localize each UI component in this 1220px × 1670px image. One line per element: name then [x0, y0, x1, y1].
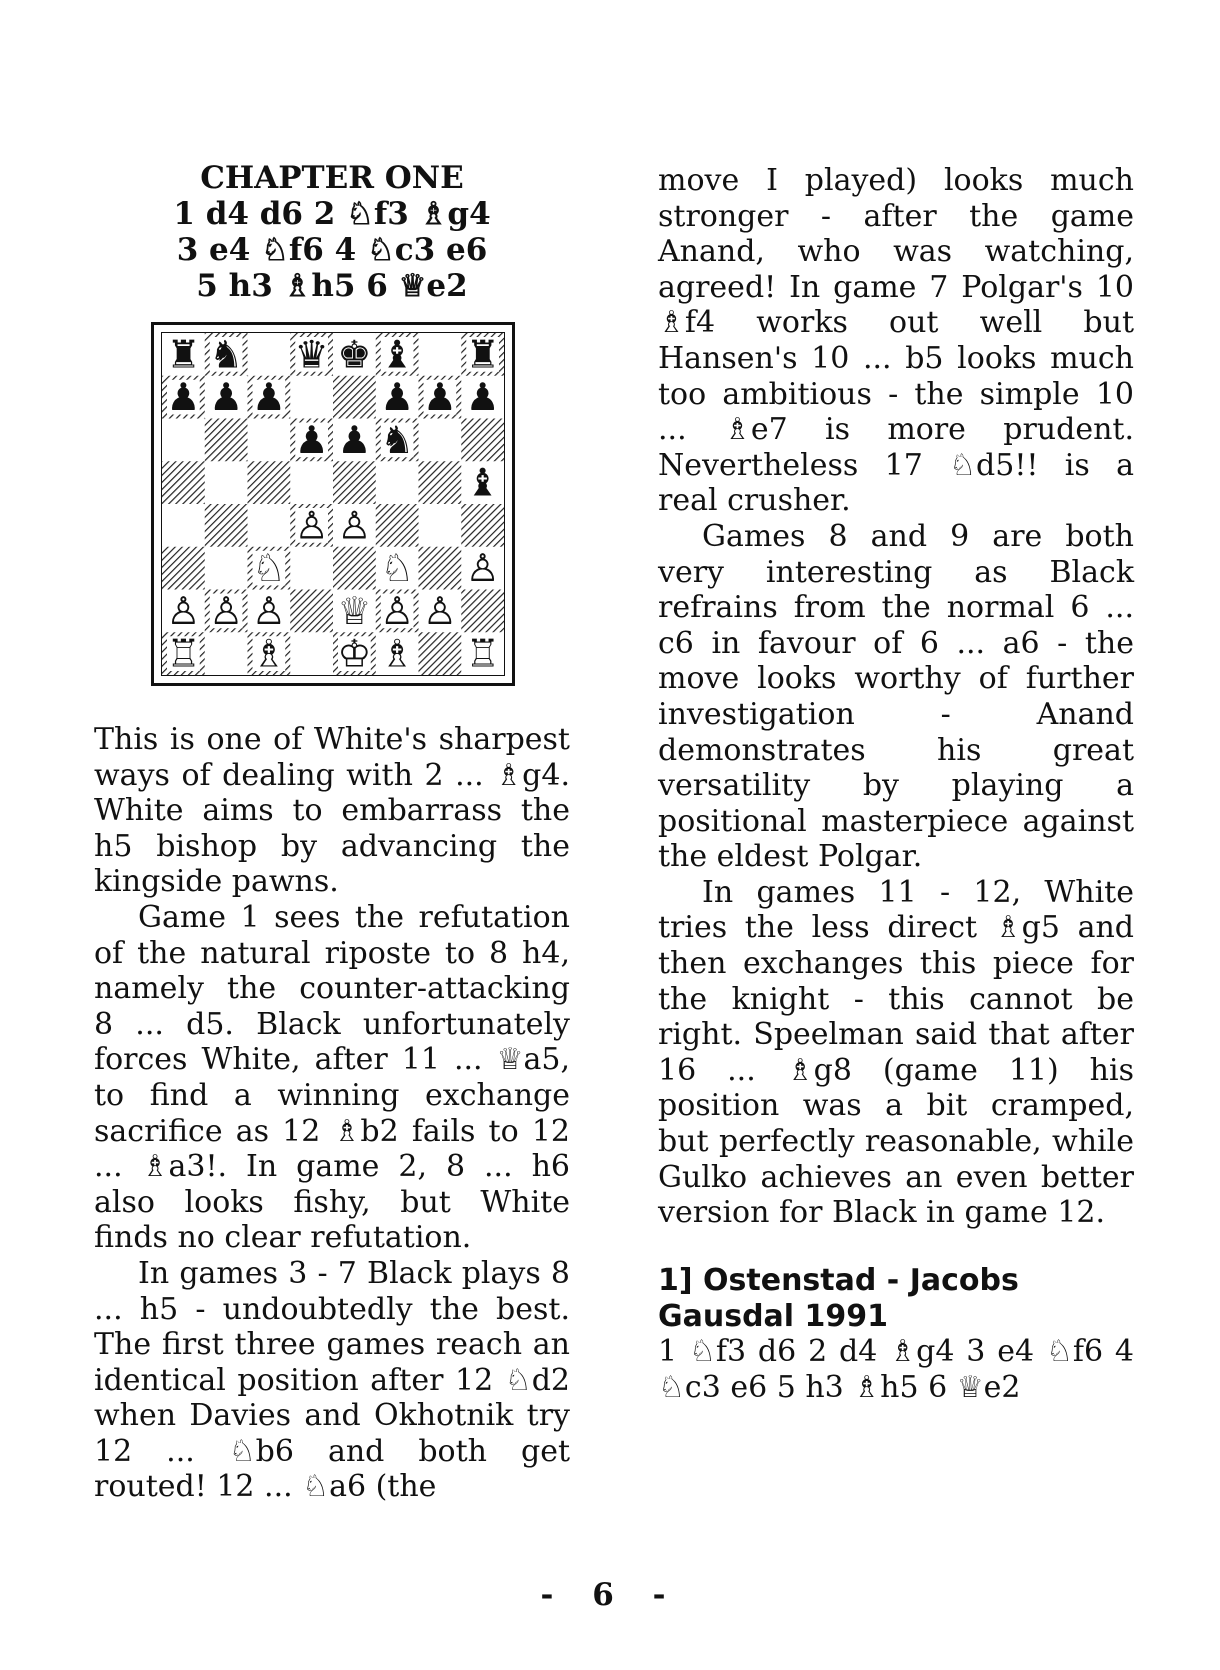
- page-number: - 6 -: [540, 1577, 680, 1613]
- black-knight-piece: ♞: [380, 417, 415, 462]
- light-square: [290, 376, 333, 419]
- light-square: [419, 419, 462, 462]
- light-square: [248, 504, 291, 547]
- dark-square: [162, 461, 205, 504]
- white-pawn-piece: ♙: [251, 588, 286, 633]
- game-title: 1] Ostenstad - Jacobs: [658, 1263, 1019, 1298]
- light-square: [162, 419, 205, 462]
- dark-square: [419, 632, 462, 675]
- white-bishop-piece: ♗: [251, 631, 286, 675]
- dark-square: [461, 419, 504, 462]
- black-knight-piece: ♞: [209, 333, 244, 377]
- black-pawn-piece: ♟: [422, 375, 457, 420]
- black-pawn-piece: ♟: [465, 375, 500, 420]
- black-rook-piece: ♜: [465, 333, 500, 377]
- black-king-piece: ♚: [337, 333, 372, 377]
- light-square: [290, 547, 333, 590]
- dark-square: [162, 547, 205, 590]
- black-bishop-piece: ♝: [465, 460, 500, 505]
- light-square: [290, 461, 333, 504]
- chess-diagram: [151, 322, 515, 686]
- black-pawn-piece: ♟: [209, 375, 244, 420]
- paragraph: Games 8 and 9 are both very interesting as Black refrains from the normal 6 ... c6 in favour of 6 ... a6 - the move looks worthy of further investigation - Anand demonstrates his great versatility by playing a positional masterpiece against the eldest Polgar.: [658, 518, 1134, 875]
- chapter-title: CHAPTER ONE: [200, 160, 464, 196]
- right-column: [658, 163, 1134, 1231]
- chapter-header: [94, 160, 570, 304]
- game-event: Gausdal 1991: [658, 1298, 889, 1334]
- black-pawn-piece: ♟: [294, 417, 329, 462]
- black-rook-piece: ♜: [166, 333, 201, 377]
- light-square: [205, 632, 248, 675]
- white-pawn-piece: ♙: [422, 588, 457, 633]
- light-square: [419, 504, 462, 547]
- black-pawn-piece: ♟: [380, 375, 415, 420]
- chapter-moves-line: 1 d4 d6 2 ♘f3 ♗g4: [173, 196, 491, 232]
- dark-square: [461, 590, 504, 633]
- black-pawn-piece: ♟: [337, 417, 372, 462]
- white-pawn-piece: ♙: [209, 588, 244, 633]
- left-column: [94, 722, 570, 1505]
- black-pawn-piece: ♟: [251, 375, 286, 420]
- game-moves: 1 ♘f3 d6 2 d4 ♗g4 3 e4 ♘f6 4 ♘c3 e6 5 h3 ♗h5 6 ♕e2: [658, 1334, 1134, 1405]
- dark-square: [376, 504, 419, 547]
- chess-board: [161, 332, 505, 676]
- white-pawn-piece: ♙: [465, 546, 500, 591]
- light-square: [205, 461, 248, 504]
- white-king-piece: ♔: [337, 631, 372, 675]
- paragraph: move I played) looks much stronger - after the game Anand, who was watching, agreed! In game 7 Polgar's 10 ♗f4 works out well but Hansen's 10 ... b5 looks much too ambitious - the simple 10 ... ♗e7 is more prudent. Nevertheless 17 ♘d5!! is a real crusher.: [658, 163, 1134, 519]
- black-queen-piece: ♛: [294, 333, 329, 377]
- dark-square: [290, 590, 333, 633]
- dark-square: [419, 547, 462, 590]
- light-square: [248, 419, 291, 462]
- white-pawn-piece: ♙: [380, 588, 415, 633]
- paragraph: This is one of White's sharpest ways of dealing with 2 ... ♗g4. White aims to embarrass the h5 bishop by advancing the kingside pawns.: [94, 722, 570, 900]
- game-heading: [658, 1263, 1134, 1405]
- dark-square: [461, 504, 504, 547]
- chapter-moves-line: 5 h3 ♗h5 6 ♕e2: [196, 268, 468, 304]
- dark-square: [205, 504, 248, 547]
- paragraph: In games 3 - 7 Black plays 8 ... h5 - undoubtedly the best. The first three games reach an identical position after 12 ♘d2 when Davies and Okhotnik try 12 ... ♘b6 and both get routed! 12 ... ♘a6 (the: [94, 1255, 570, 1505]
- white-queen-piece: ♕: [337, 588, 372, 633]
- black-bishop-piece: ♝: [380, 333, 415, 377]
- dark-square: [333, 376, 376, 419]
- light-square: [290, 632, 333, 675]
- dark-square: [419, 461, 462, 504]
- white-knight-piece: ♘: [380, 546, 415, 591]
- black-pawn-piece: ♟: [166, 375, 201, 420]
- white-bishop-piece: ♗: [380, 631, 415, 675]
- white-knight-piece: ♘: [251, 546, 286, 591]
- white-rook-piece: ♖: [465, 631, 500, 675]
- paragraph: Game 1 sees the refutation of the natural riposte to 8 h4, namely the counter-attacking 8 ... d5. Black unfortunately forces White, after 11 ... ♕a5, to find a winning exchange sacrifice as 12 ♗b2 fails to 12 ... ♗a3!. In game 2, 8 ... h6 also looks fishy, but White finds no clear refutation.: [94, 899, 570, 1256]
- light-square: [376, 461, 419, 504]
- light-square: [248, 333, 291, 376]
- light-square: [205, 547, 248, 590]
- dark-square: [333, 461, 376, 504]
- white-pawn-piece: ♙: [337, 503, 372, 548]
- paragraph: In games 11 - 12, White tries the less direct ♗g5 and then exchanges this piece for the knight - this cannot be right. Speelman said that after 16 ... ♗g8 (game 11) his position was a bit cramped, but perfectly reasonable, while Gulko achieves an even better version for Black in game 12.: [658, 874, 1134, 1231]
- dark-square: [205, 419, 248, 462]
- dark-square: [333, 547, 376, 590]
- white-pawn-piece: ♙: [166, 588, 201, 633]
- light-square: [162, 504, 205, 547]
- chapter-moves-line: 3 e4 ♘f6 4 ♘c3 e6: [176, 232, 488, 268]
- white-pawn-piece: ♙: [294, 503, 329, 548]
- board-svg: [162, 333, 504, 675]
- white-rook-piece: ♖: [166, 631, 201, 675]
- light-square: [419, 333, 462, 376]
- dark-square: [248, 461, 291, 504]
